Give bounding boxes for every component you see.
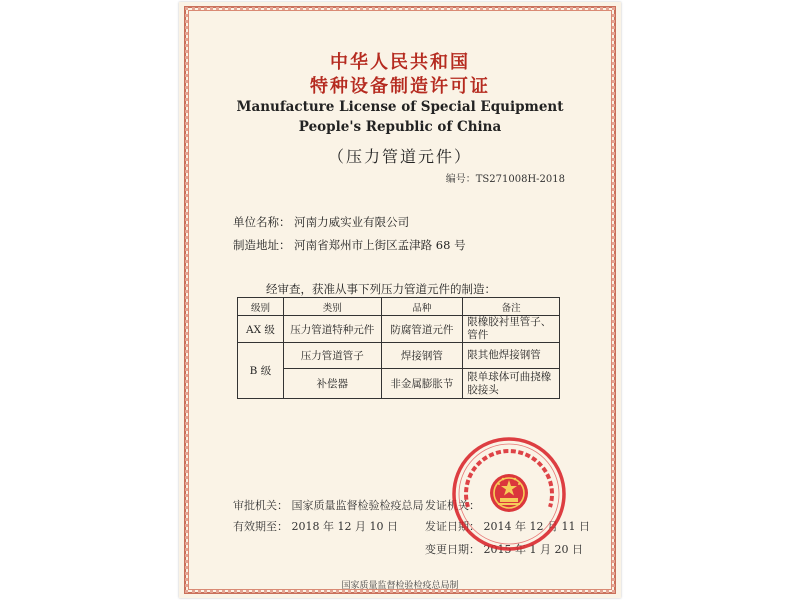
cell-variety: 非金属膨胀节 bbox=[381, 369, 463, 399]
cell-remark: 限单球体可曲挠橡胶接头 bbox=[463, 369, 560, 399]
header-variety: 品种 bbox=[381, 298, 463, 316]
title-country-en: People's Republic of China bbox=[298, 119, 502, 135]
table-header-row bbox=[238, 298, 560, 316]
title-license-cn: 特种设备制造许可证 bbox=[310, 76, 490, 97]
cell-category: 压力管道特种元件 bbox=[283, 316, 381, 343]
license-certificate bbox=[179, 2, 621, 598]
license-category: （压力管道元件） bbox=[327, 147, 472, 166]
issuing-authority-label: 发证机关： bbox=[425, 499, 480, 512]
change-date: 变更日期： 2015 年 1 月 20 日 bbox=[425, 543, 583, 556]
approval-authority: 审批机关： 国家质量监督检验检疫总局 bbox=[233, 499, 424, 512]
table-row bbox=[238, 316, 560, 343]
valid-until: 有效期至： 2018 年 12 月 10 日 bbox=[233, 520, 398, 533]
cell-grade: B 级 bbox=[238, 343, 284, 399]
header-category: 类别 bbox=[283, 298, 381, 316]
cell-category: 压力管道管子 bbox=[283, 343, 381, 369]
certificate-number: 编号：TS271008H-2018 bbox=[445, 174, 565, 185]
header-remark: 备注 bbox=[463, 298, 560, 316]
cell-category: 补偿器 bbox=[283, 369, 381, 399]
official-seal-stamp bbox=[450, 435, 568, 553]
manufacturing-address: 制造地址： 河南省郑州市上街区孟津路 68 号 bbox=[233, 238, 466, 252]
table-row bbox=[238, 343, 560, 369]
cell-grade: AX 级 bbox=[238, 316, 284, 343]
printer-note: 国家质量监督检验检疫总局制 bbox=[341, 581, 459, 591]
title-license-en: Manufacture License of Special Equipment bbox=[236, 99, 564, 115]
header-grade: 级别 bbox=[238, 298, 284, 316]
unit-name: 单位名称： 河南力威实业有限公司 bbox=[233, 215, 410, 229]
table-row bbox=[238, 369, 560, 399]
cell-remark: 限其他焊接钢管 bbox=[463, 343, 560, 369]
issue-date: 发证日期： 2014 年 12 月 11 日 bbox=[425, 520, 590, 533]
cell-remark: 限橡胶衬里管子、管件 bbox=[463, 316, 560, 343]
approval-statement: 经审查，获准从事下列压力管道元件的制造： bbox=[266, 282, 496, 296]
cell-variety: 防腐管道元件 bbox=[381, 316, 463, 343]
title-country-cn: 中华人民共和国 bbox=[330, 52, 470, 73]
cell-variety: 焊接钢管 bbox=[381, 343, 463, 369]
license-scope-table bbox=[237, 297, 560, 399]
